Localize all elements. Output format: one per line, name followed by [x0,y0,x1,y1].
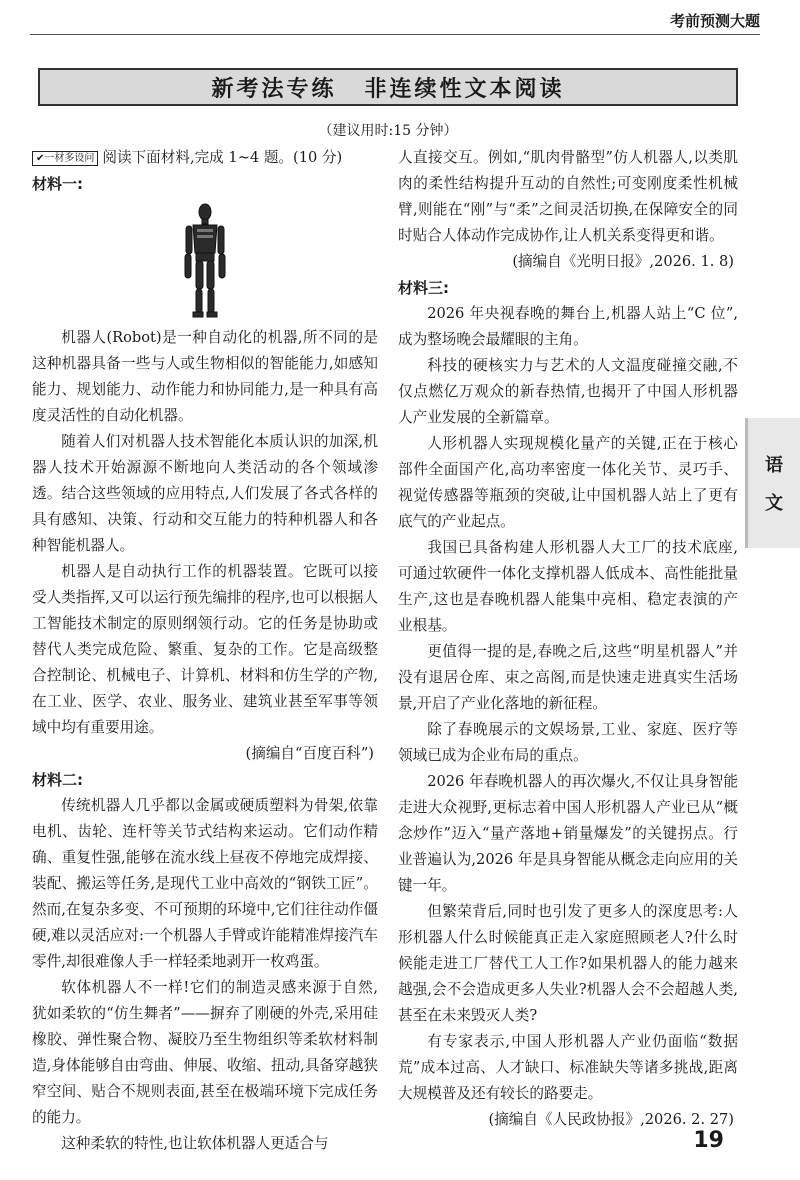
material1-paragraph: 机器人(Robot)是一种自动化的机器,所不同的是这种机器具备一些与人或生物相似的智能能力,如感知能力、规划能力、动作能力和协同能力,是一种具有高度灵活性的自动化机器。 [32,329,378,424]
side-tab-char: 文 [765,493,783,514]
material3-paragraph: 更值得一提的是,春晚之后,这些“明星机器人”并没有退居仓库、束之高阁,而是快速走进真实生活场景,开启了产业化落地的新征程。 [398,643,738,712]
intro-line [32,145,378,171]
material2-source: (摘编自《光明日报》,2026. 1. 8) [512,253,734,270]
robot-figure-icon [175,203,235,319]
material1-source: (摘编自“百度百科”) [245,745,374,762]
left-column [32,145,378,1157]
page-number: 19 [693,1128,724,1153]
material1-paragraph: 随着人们对机器人技术智能化本质认识的加深,机器人技术开始源源不断地向人类活动的各个领域渗透。结合这些领域的应用特点,人们发展了各式各样的具有感知、决策、行动和交互能力的特种机器人和各种智能机器人。 [32,433,378,554]
material3-paragraph: 2026 年春晚机器人的再次爆火,不仅让具身智能走进大众视野,更标志着中国人形机器人产业已从“概念炒作”迈入“量产落地+销量爆发”的关键拐点。行业普遍认为,2026 年是具身智能从概念走向应用的关键一年。 [398,773,738,894]
title-left: 新考法专练 [211,76,337,102]
material2-heading: 材料二: [32,771,83,789]
material2-continuation: 人直接交互。例如,“肌肉骨骼型”仿人机器人,以类肌肉的柔性结构提升互动的自然性;可变刚度柔性机械臂,则能在“刚”与“柔”之间灵活切换,在保障安全的同时贴合人体动作完成协作,让人机关系变得更和谐。 [398,149,738,244]
title-bar [38,68,738,106]
material2-paragraph: 这种柔软的特性,也让软体机器人更适合与 [61,1135,329,1152]
right-column [398,145,738,1133]
material3-paragraph: 我国已具备构建人形机器人大工厂的技术底座,可通过软硬件一体化支撑机器人低成本、高性能批量生产,这也是春晚机器人能集中亮相、稳定表演的产业根基。 [398,539,738,634]
material3-source: (摘编自《人民政协报》,2026. 2. 27) [488,1111,734,1128]
check-icon: ✔ [36,152,45,164]
material3-paragraph: 科技的硬核实力与艺术的人文温度碰撞交融,不仅点燃亿万观众的新春热情,也揭开了中国人形机器人产业发展的全新篇章。 [398,357,738,426]
subject-side-tab [745,418,800,548]
material3-paragraph: 2026 年央视春晚的舞台上,机器人站上“C 位”,成为整场晚会最耀眼的主角。 [398,305,738,348]
section-label: 考前预测大题 [669,12,760,30]
material1-heading: 材料一: [32,175,83,193]
material3-paragraph: 人形机器人实现规模化量产的关键,正在于核心部件全面国产化,高功率密度一体化关节、灵巧手、视觉传感器等瓶颈的突破,让中国机器人站上了更有底气的产业起点。 [398,435,738,530]
title-right: 非连续性文本阅读 [364,76,565,102]
intro-text: 阅读下面材料,完成 1~4 题。(10 分) [102,149,343,166]
material3-paragraph: 有专家表示,中国人形机器人产业仍面临“数据荒”成本过高、人才缺口、标准缺失等诸多挑战,距离大规模普及还有较长的路要走。 [398,1033,738,1102]
material3-heading: 材料三: [398,279,449,297]
header-divider [30,34,760,35]
material2-paragraph: 软体机器人不一样!它们的制造灵感来源于自然,犹如柔软的“仿生舞者”——摒弃了刚硬的外壳,采用硅橡胶、弹性聚合物、凝胶乃至生物组织等柔软材料制造,身体能够自由弯曲、伸展、收缩、扭动,具备穿越狭窄空间、贴合不规则表面,甚至在极端环境下完成任务的能力。 [32,979,378,1126]
material3-paragraph: 除了春晚展示的文娱场景,工业、家庭、医疗等领域已成为企业布局的重点。 [398,721,738,764]
material3-paragraph: 但繁荣背后,同时也引发了更多人的深度思考:人形机器人什么时候能真正走入家庭照顾老人?什么时候能走进工厂替代工人工作?如果机器人的能力越来越强,会不会造成更多人失业?机器人会不会超越人类,甚至在未来毁灭人类? [398,903,738,1024]
multi-question-badge: ✔一材多设问 [32,151,98,166]
time-note: （建议用时:15 分钟） [318,123,458,139]
side-tab-char: 语 [765,455,783,476]
material1-paragraph: 机器人是自动执行工作的机器装置。它既可以接受人类指挥,又可以运行预先编排的程序,也可以根据人工智能技术制定的原则纲领行动。它的任务是协助或替代人类完成危险、繁重、复杂的工作。它是高级整合控制论、机械电子、计算机、材料和仿生学的产物,在工业、医学、农业、服务业、建筑业甚至军事等领域中均有重要用途。 [32,563,378,736]
material2-paragraph: 传统机器人几乎都以金属或硬质塑料为骨架,依靠电机、齿轮、连杆等关节式结构来运动。它们动作精确、重复性强,能够在流水线上昼夜不停地完成焊接、装配、搬运等任务,是现代工业中高效的“钢铁工匠”。然而,在复杂多变、不可预期的环境中,它们往往动作僵硬,难以灵活应对:一个机器人手臂或许能精准焊接汽车零件,却很难像人手一样轻柔地剥开一枚鸡蛋。 [32,797,378,970]
robot-image [32,203,378,319]
